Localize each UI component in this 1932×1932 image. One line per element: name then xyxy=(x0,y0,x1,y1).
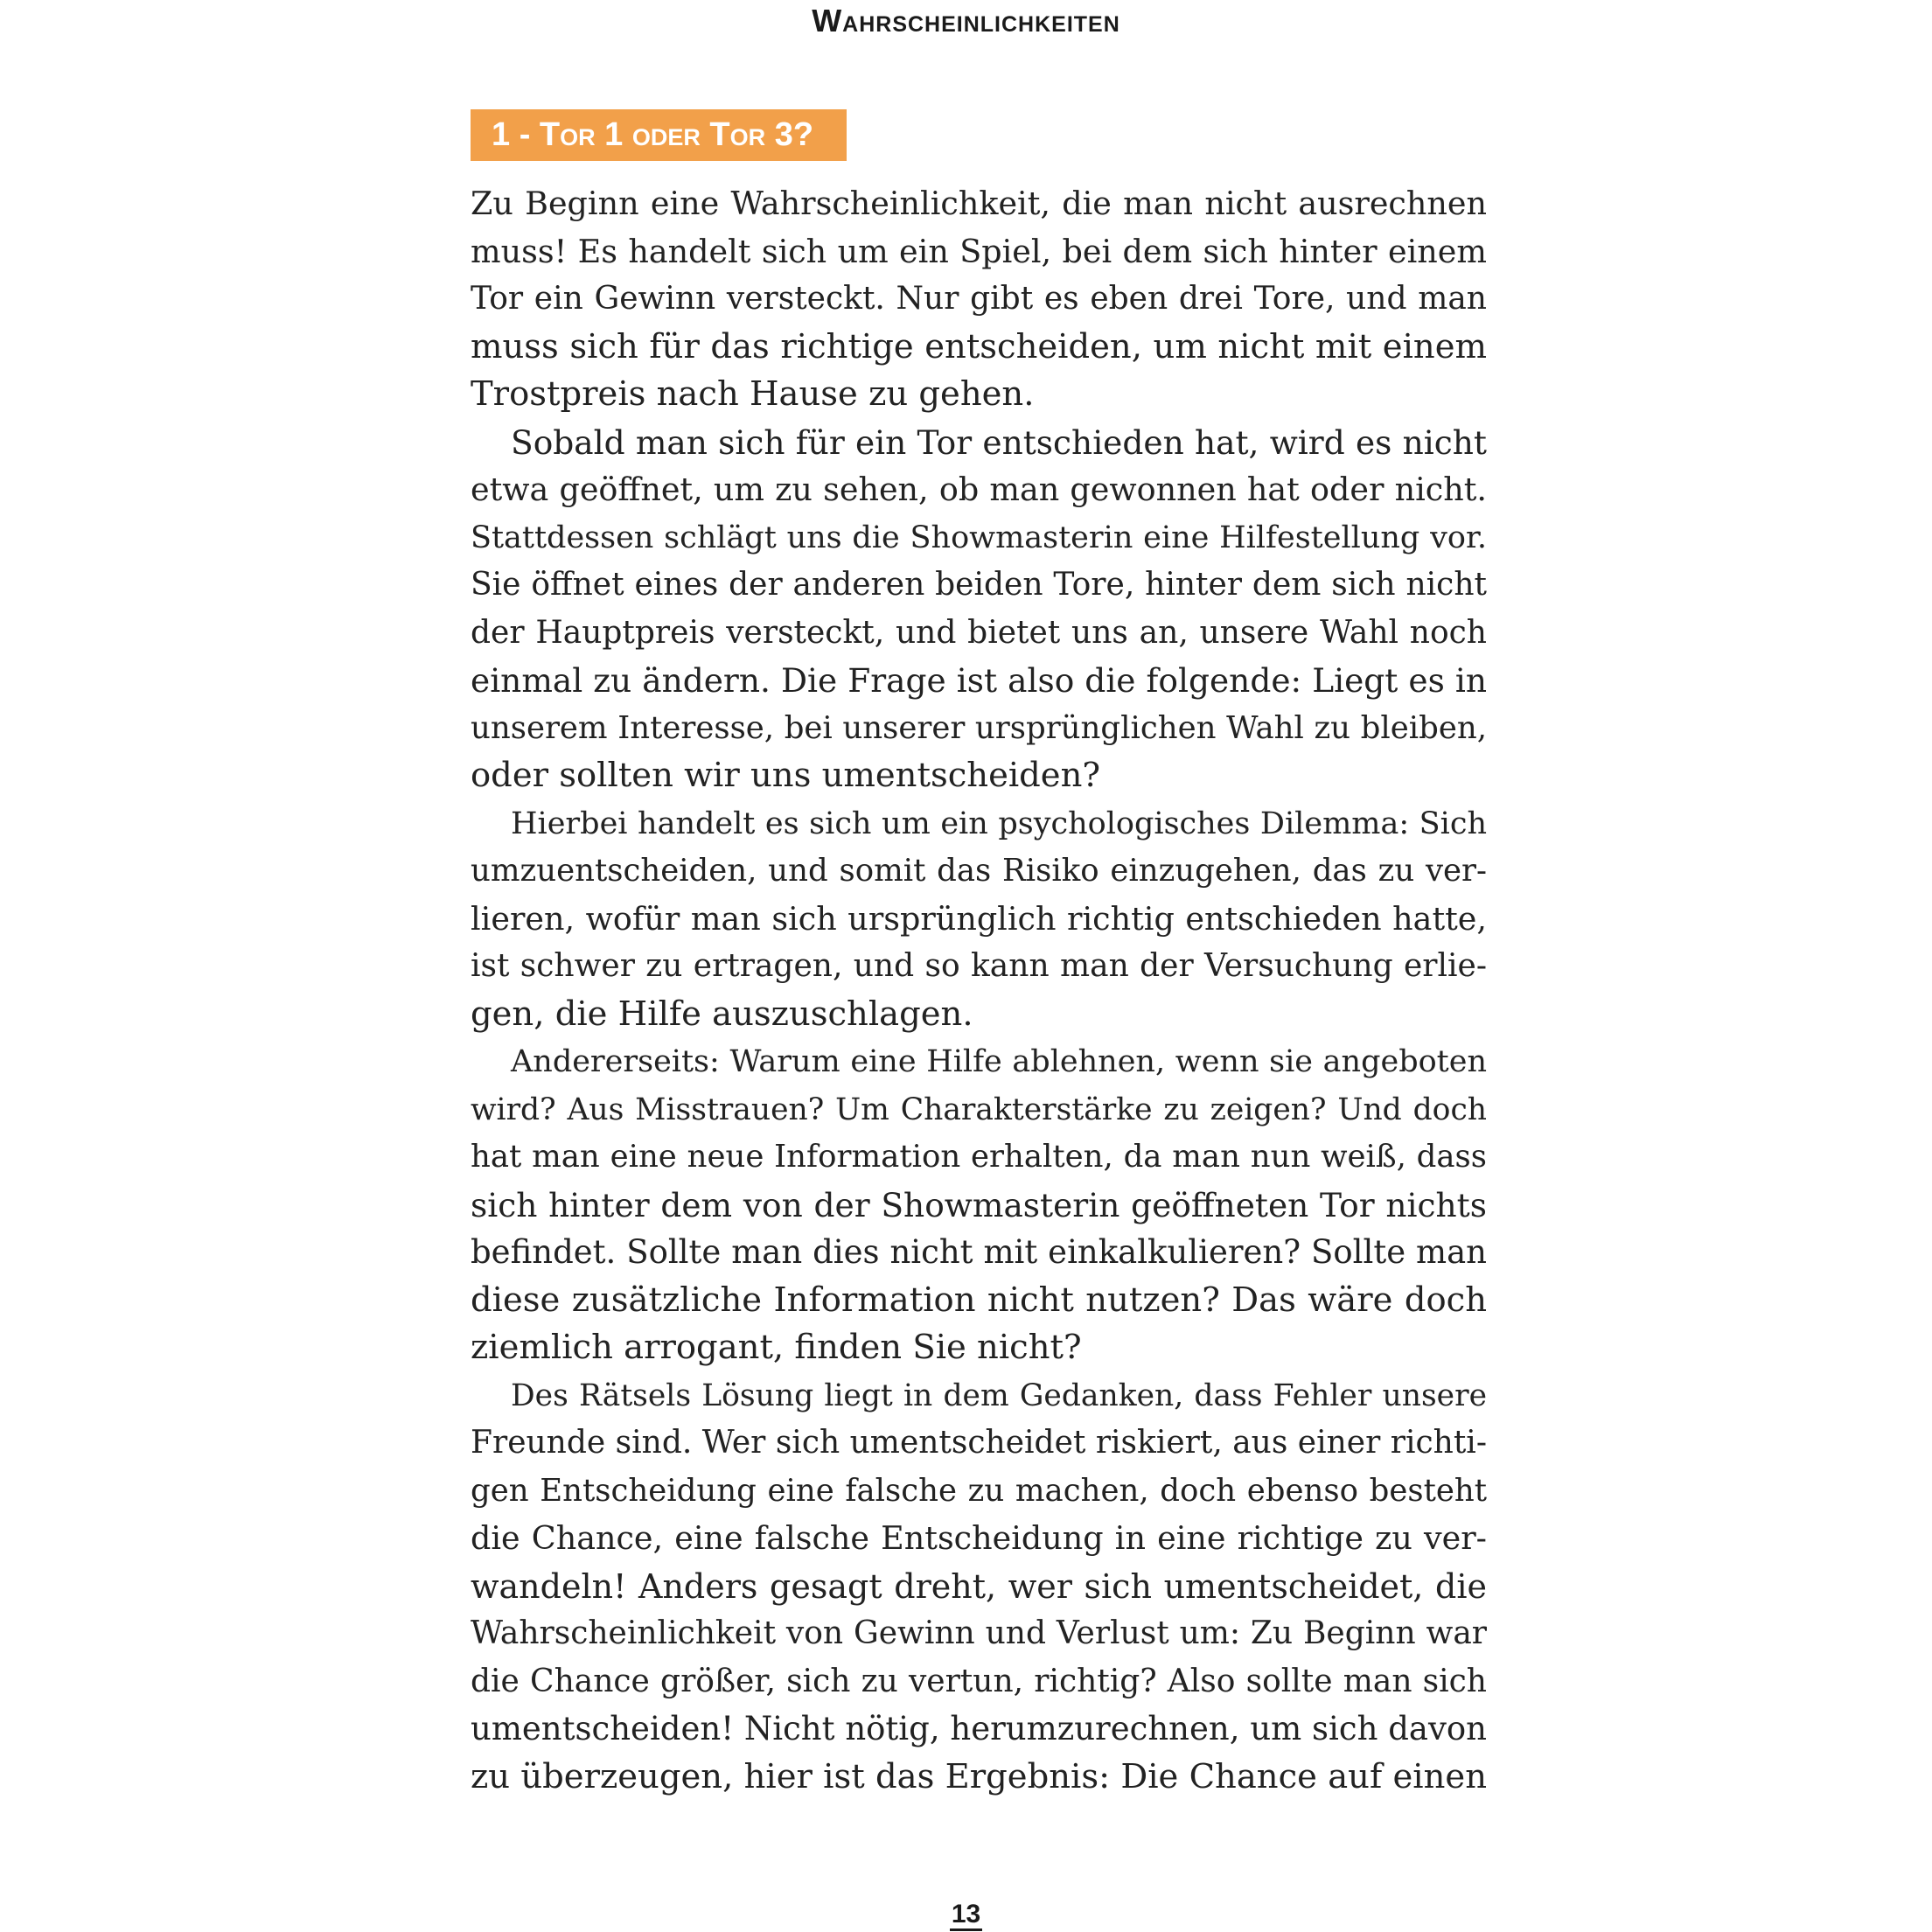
text-line: gen, die Hilfe auszuschlagen. xyxy=(471,994,973,1034)
text-line: zu überzeugen, hier ist das Ergebnis: Die Chance auf einen xyxy=(471,1756,1487,1796)
text-line: Wahrscheinlichkeit von Gewinn und Verlust um: Zu Beginn war xyxy=(471,1615,1487,1651)
text-line: Des Rätsels Lösung liegt in dem Gedanken, dass Fehler unsere xyxy=(511,1378,1487,1413)
section-title: 1 - Tor 1 oder Tor 3? xyxy=(471,109,847,161)
text-line: wandeln! Anders gesagt dreht, wer sich umentscheidet, die xyxy=(471,1566,1487,1606)
text-line: etwa geöffnet, um zu sehen, ob man gewonnen hat oder nicht. xyxy=(471,471,1487,508)
text-line: die Chance größer, sich zu vertun, richtig? Also sollte man sich xyxy=(471,1663,1487,1699)
text-line: einmal zu ändern. Die Frage ist also die folgende: Liegt es in xyxy=(471,661,1487,700)
text-line: Andererseits: Warum eine Hilfe ablehnen, wenn sie angeboten xyxy=(511,1044,1487,1079)
text-line: Trostpreis nach Hause zu gehen. xyxy=(471,374,1035,414)
text-line: Stattdessen schlägt uns die Showmasterin eine Hilfestellung vor. xyxy=(471,520,1487,555)
body-text xyxy=(471,180,1487,1801)
text-line: Hierbei handelt es sich um ein psychologisches Dilemma: Sich xyxy=(511,806,1487,841)
text-line: lieren, wofür man sich ursprünglich richtig entschieden hatte, xyxy=(471,899,1487,938)
page-number xyxy=(0,1900,1932,1929)
text-line: muss sich für das richtige entscheiden, um nicht mit einem xyxy=(471,326,1487,366)
text-line: oder sollten wir uns umentscheiden? xyxy=(471,756,1101,795)
text-line: umentscheiden! Nicht nötig, herumzurechnen, um sich davon xyxy=(471,1710,1487,1747)
text-line: hat man eine neue Information erhalten, da man nun weiß, dass xyxy=(471,1139,1487,1175)
text-line: befindet. Sollte man dies nicht mit einkalkulieren? Sollte man xyxy=(471,1233,1487,1271)
page-number-value: 13 xyxy=(950,1900,982,1931)
text-line: Sobald man sich für ein Tor entschieden hat, wird es nicht xyxy=(511,422,1487,462)
text-line: sich hinter dem von der Showmasterin geöffneten Tor nichts xyxy=(471,1185,1487,1224)
text-line: diese zusätzliche Information nicht nutzen? Das wäre doch xyxy=(471,1280,1487,1320)
text-line: wird? Aus Misstrauen? Um Charakterstärke zu zeigen? Und doch xyxy=(471,1092,1487,1127)
text-line: Freunde sind. Wer sich umentscheidet riskiert, aus einer richti- xyxy=(471,1425,1487,1461)
text-line: ist schwer zu ertragen, und so kann man der Versuchung erlie- xyxy=(471,948,1487,984)
text-line: Sie öffnet eines der anderen beiden Tore, hinter dem sich nicht xyxy=(471,567,1487,603)
text-line: gen Entscheidung eine falsche zu machen, doch ebenso besteht xyxy=(471,1472,1487,1509)
text-line: unserem Interesse, bei unserer ursprünglichen Wahl zu bleiben, xyxy=(471,709,1487,746)
text-line: umzuentscheiden, und somit das Risiko einzugehen, das zu ver- xyxy=(471,853,1487,889)
text-line: der Hauptpreis versteckt, und bietet uns an, unsere Wahl noch xyxy=(471,614,1487,651)
text-line: muss! Es handelt sich um ein Spiel, bei dem sich hinter einem xyxy=(471,232,1487,270)
text-line: die Chance, eine falsche Entscheidung in eine richtige zu ver- xyxy=(471,1519,1487,1557)
text-line: ziemlich arrogant, finden Sie nicht? xyxy=(471,1328,1082,1367)
text-line: Tor ein Gewinn versteckt. Nur gibt es eben drei Tore, und man xyxy=(471,281,1487,317)
text-line: Zu Beginn eine Wahrscheinlichkeit, die man nicht ausrechnen xyxy=(471,185,1487,222)
running-head: Wahrscheinlichkeiten xyxy=(812,3,1120,38)
